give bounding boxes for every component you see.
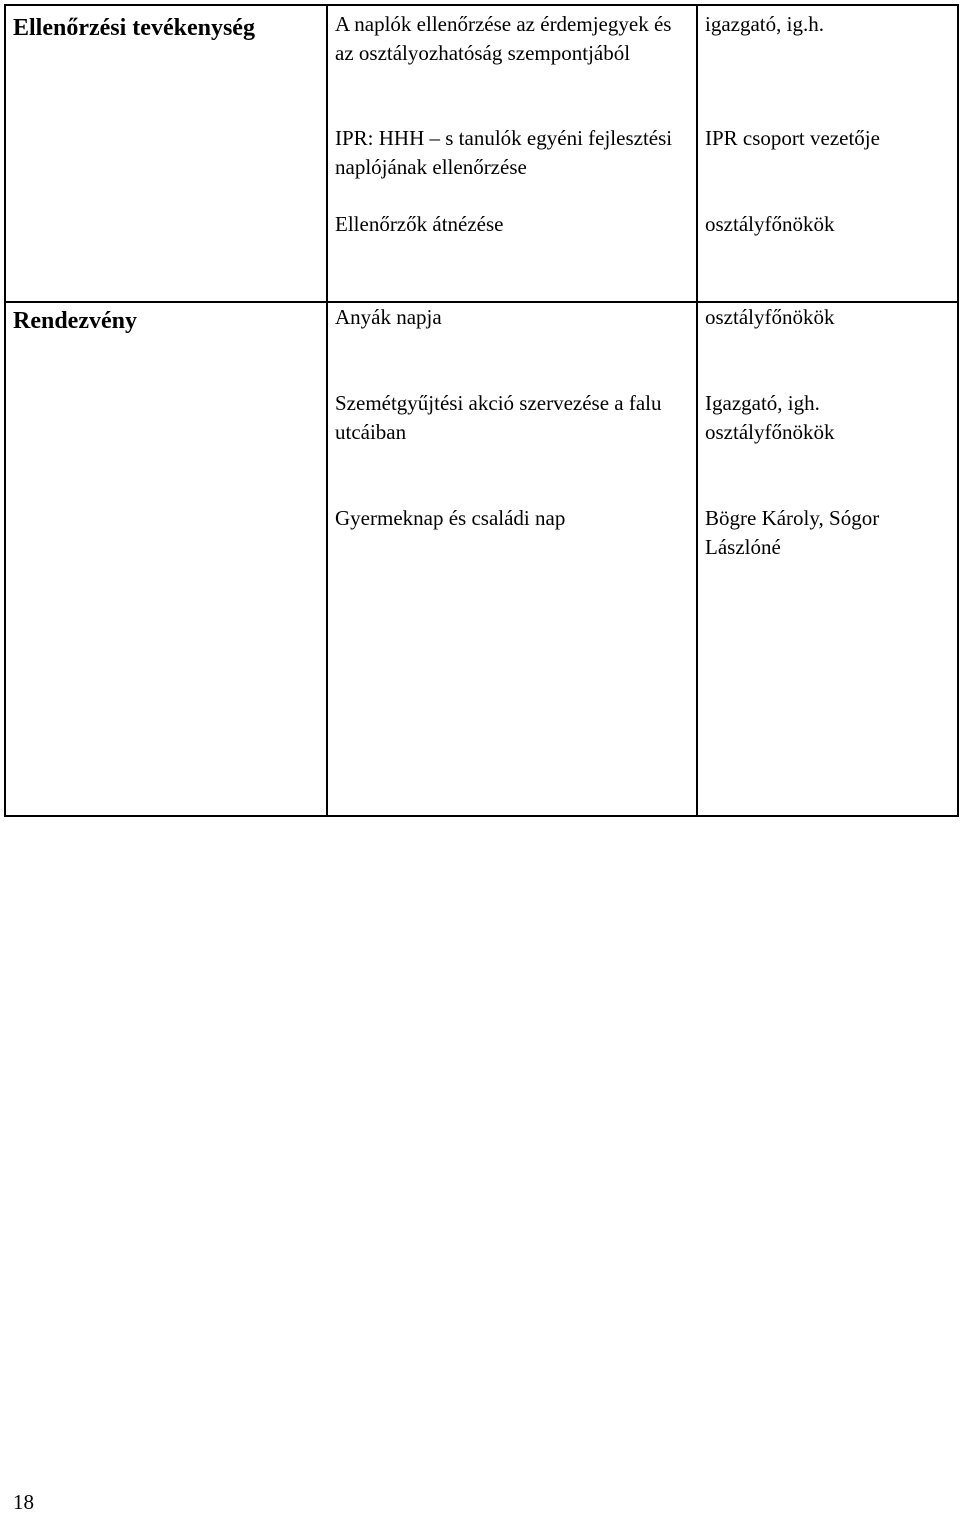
category-cell bbox=[5, 302, 327, 816]
activity-item: A naplók ellenőrzése az érdemjegyek és az osztályozhatóság szempontjából bbox=[335, 12, 672, 65]
category-label: Ellenőrzési tevékenység bbox=[13, 15, 255, 41]
responsible-cell bbox=[697, 302, 958, 816]
activity-item: Ellenőrzők átnézése bbox=[335, 212, 504, 236]
activity-item: Szemétgyűjtési akció szervezése a falu utcáiban bbox=[335, 391, 662, 444]
activity-cell bbox=[327, 5, 697, 302]
category-label: Rendezvény bbox=[13, 308, 137, 334]
responsible-item: osztályfőnökök bbox=[705, 305, 835, 329]
responsible-item: IPR csoport vezetője bbox=[705, 126, 880, 150]
category-cell bbox=[5, 5, 327, 302]
responsible-item: osztályfőnökök bbox=[705, 212, 835, 236]
activity-plan-table bbox=[4, 4, 959, 817]
responsible-item: Igazgató, igh. osztályfőnökök bbox=[705, 391, 835, 444]
responsible-item: Bögre Károly, Sógor Lászlóné bbox=[705, 506, 880, 559]
table-row bbox=[5, 302, 958, 816]
responsible-cell bbox=[697, 5, 958, 302]
activity-item: Gyermeknap és családi nap bbox=[335, 506, 566, 530]
activity-item: Anyák napja bbox=[335, 305, 442, 329]
responsible-item: igazgató, ig.h. bbox=[705, 12, 824, 36]
table-row bbox=[5, 5, 958, 302]
activity-cell bbox=[327, 302, 697, 816]
page-number: 18 bbox=[13, 1490, 34, 1514]
activity-item: IPR: HHH – s tanulók egyéni fejlesztési naplójának ellenőrzése bbox=[335, 126, 673, 179]
